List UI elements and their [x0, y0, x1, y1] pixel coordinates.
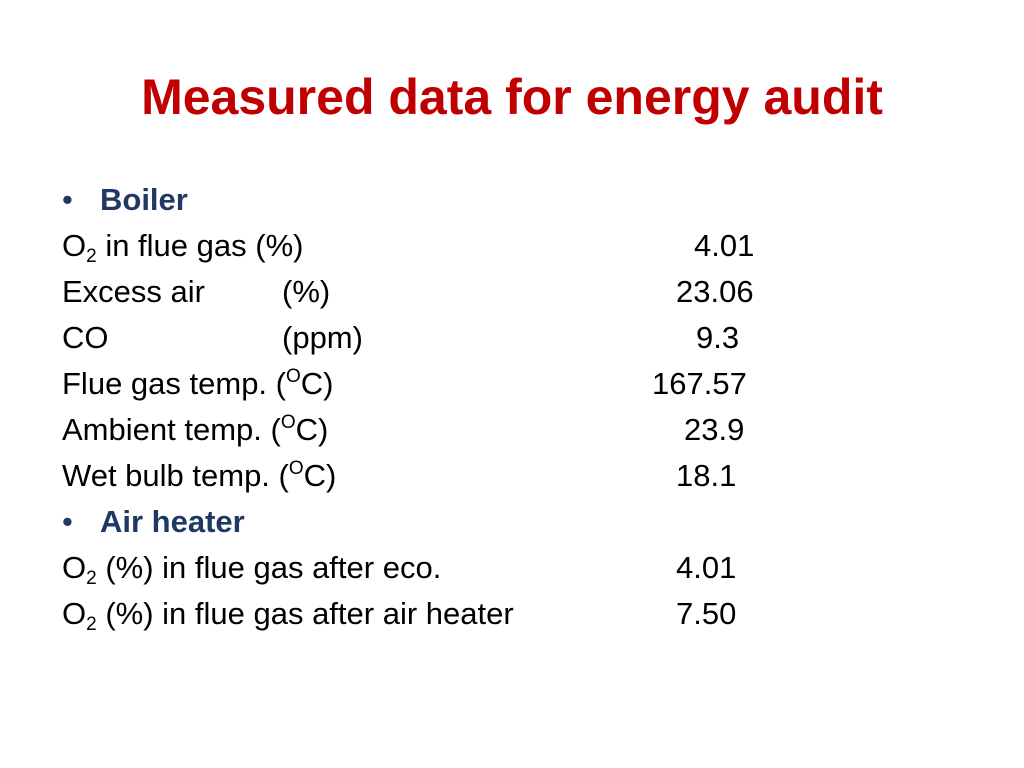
subscript: 2 — [86, 246, 97, 267]
row-unit: (%) — [282, 274, 331, 309]
superscript: O — [280, 412, 296, 433]
data-row-ambient-temp — [62, 410, 782, 450]
subscript: 2 — [86, 614, 97, 635]
subscript: 2 — [86, 568, 97, 589]
row-unit: (ppm) — [282, 320, 363, 355]
row-label — [62, 226, 303, 266]
row-label — [62, 456, 336, 496]
row-label-text: Flue gas temp. ( — [62, 366, 286, 401]
data-row-wet-bulb-temp — [62, 456, 782, 496]
data-row-o2-flue-gas — [62, 226, 782, 266]
row-value: 7.50 — [676, 596, 737, 631]
row-label-text: (%) in flue gas after eco. — [96, 550, 442, 585]
row-value: 23.06 — [676, 274, 754, 309]
row-label-text: Ambient temp. ( — [62, 412, 281, 447]
section-heading-air-heater — [62, 502, 245, 542]
section-heading-label: Air heater — [100, 504, 245, 539]
superscript: O — [285, 366, 301, 387]
row-label — [62, 364, 333, 404]
data-row-o2-after-air-heater — [62, 594, 782, 634]
row-label-text: C) — [300, 366, 334, 401]
row-label-text: C) — [303, 458, 337, 493]
row-label-text: C) — [295, 412, 329, 447]
data-row-co — [62, 318, 782, 358]
row-label — [62, 410, 328, 450]
row-label-text: O — [62, 228, 87, 263]
row-label-text: O — [62, 550, 87, 585]
row-value: 4.01 — [694, 228, 755, 263]
row-label — [62, 548, 441, 588]
superscript: O — [288, 458, 304, 479]
row-value: 18.1 — [676, 458, 737, 493]
row-value: 167.57 — [652, 366, 747, 401]
page-title: Measured data for energy audit — [141, 69, 883, 125]
row-value: 4.01 — [676, 550, 737, 585]
row-label-text: in flue gas (%) — [96, 228, 304, 263]
row-label-text: Wet bulb temp. ( — [62, 458, 289, 493]
row-label: CO — [62, 320, 109, 355]
row-value: 23.9 — [684, 412, 745, 447]
row-label-text: (%) in flue gas after air heater — [96, 596, 514, 631]
row-label: Excess air — [62, 274, 205, 309]
section-heading-boiler — [62, 180, 188, 220]
row-label-text: O — [62, 596, 87, 631]
data-row-flue-gas-temp — [62, 364, 782, 404]
data-row-o2-after-eco — [62, 548, 782, 588]
bullet-icon: • — [62, 504, 73, 539]
row-value: 9.3 — [696, 320, 740, 355]
section-heading-label: Boiler — [100, 182, 188, 217]
data-row-excess-air — [62, 272, 782, 312]
bullet-icon: • — [62, 182, 73, 217]
row-label — [62, 594, 514, 634]
